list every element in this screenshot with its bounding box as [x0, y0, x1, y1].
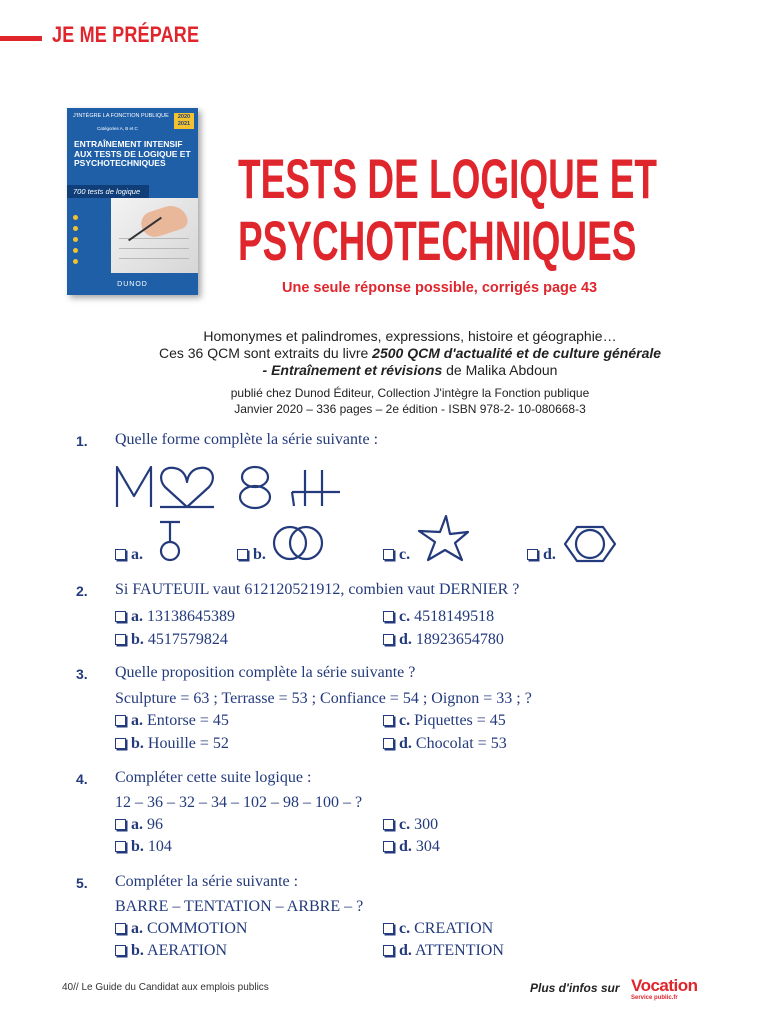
book-reference-subtitle: - Entraînement et révisions: [262, 362, 443, 378]
article-title-line2: PSYCHOTECHNIQUES: [238, 209, 637, 272]
option-a-figure: [150, 518, 190, 564]
checkbox-icon[interactable]: [383, 923, 394, 934]
book-publisher: DUNOD: [67, 275, 198, 295]
question-4-option-a[interactable]: a. 96: [115, 816, 163, 834]
pub-line2: Janvier 2020 – 336 pages – 2e édition - ISBN 978-2- 10-080668-3: [234, 402, 586, 416]
option-c-figure: [414, 512, 472, 564]
question-1-number: 1.: [76, 433, 88, 449]
book-cover-photo: [111, 198, 198, 273]
checkbox-icon[interactable]: [115, 549, 126, 560]
question-1-option-a[interactable]: a.: [115, 546, 143, 564]
question-2-option-d[interactable]: d. 18923654780: [383, 631, 504, 649]
question-4-detail: 12 – 36 – 32 – 34 – 102 – 98 – 100 – ?: [115, 794, 363, 811]
article-title: [238, 147, 657, 272]
book-bullets: [73, 213, 113, 268]
question-3-option-a[interactable]: a. Entorse = 45: [115, 712, 229, 730]
option-d-figure: [563, 524, 617, 564]
question-4-number: 4.: [76, 771, 88, 787]
intro-line1: Homonymes et palindromes, expressions, histoire et géographie…: [203, 328, 617, 344]
question-3-number: 3.: [76, 666, 88, 682]
question-1-option-c[interactable]: c.: [383, 546, 410, 564]
question-5-number: 5.: [76, 875, 88, 891]
checkbox-icon[interactable]: [383, 819, 394, 830]
question-3-option-c[interactable]: c. Piquettes = 45: [383, 712, 506, 730]
question-4-text: Compléter cette suite logique :: [115, 769, 312, 786]
book-reference-title: 2500 QCM d'actualité et de culture générale: [372, 345, 662, 361]
checkbox-icon[interactable]: [527, 549, 538, 560]
question-5-option-c[interactable]: c. CREATION: [383, 920, 493, 938]
page-footer-info: 40// Le Guide du Candidat aux emplois publics: [62, 982, 269, 993]
option-b-figure: [272, 522, 326, 564]
checkbox-icon[interactable]: [383, 738, 394, 749]
question-3-detail: Sculpture = 63 ; Terrasse = 53 ; Confiance = 54 ; Oignon = 33 ; ?: [115, 690, 532, 707]
checkbox-icon[interactable]: [115, 841, 126, 852]
checkbox-icon[interactable]: [383, 634, 394, 645]
question-3-option-b[interactable]: b. Houille = 52: [115, 735, 229, 753]
question-2-option-b[interactable]: b. 4517579824: [115, 631, 228, 649]
intro-line2: Ces 36 QCM sont extraits du livre 2500 QCM d'actualité et de culture générale: [158, 345, 662, 361]
section-label: JE ME PRÉPARE: [52, 22, 200, 47]
article-subtitle: Une seule réponse possible, corrigés page 43: [282, 280, 598, 296]
article-title-line1: TESTS DE LOGIQUE ET: [238, 147, 657, 210]
article-intro: [60, 328, 760, 379]
checkbox-icon[interactable]: [383, 945, 394, 956]
figure-eight-bottom: [240, 486, 270, 508]
question-4-option-c[interactable]: c. 300: [383, 816, 438, 834]
question-1-option-b[interactable]: b.: [237, 546, 266, 564]
checkbox-icon[interactable]: [115, 634, 126, 645]
question-3-option-d[interactable]: d. Chocolat = 53: [383, 735, 507, 753]
figure-m-shape: [117, 467, 151, 507]
checkbox-icon[interactable]: [237, 549, 248, 560]
book-cover-image: [67, 108, 198, 295]
question-5-option-d[interactable]: d. ATTENTION: [383, 942, 504, 960]
figure-heart-shape: [160, 468, 214, 507]
question-4-option-b[interactable]: b. 104: [115, 838, 172, 856]
question-1-text: Quelle forme complète la série suivante :: [115, 431, 379, 448]
book-title: ENTRAÎNEMENT INTENSIF AUX TESTS DE LOGIQUE ET PSYCHOTECHNIQUES: [74, 139, 191, 168]
checkbox-icon[interactable]: [115, 923, 126, 934]
checkbox-icon[interactable]: [383, 841, 394, 852]
checkbox-icon[interactable]: [383, 715, 394, 726]
question-5-option-b[interactable]: b. AERATION: [115, 942, 227, 960]
checkbox-icon[interactable]: [115, 715, 126, 726]
figure-eight-top: [242, 467, 268, 487]
question-1-option-d[interactable]: d.: [527, 546, 556, 564]
intro-line3: - Entraînement et révisions de Malika Abdoun: [262, 362, 558, 378]
vocation-logo[interactable]: Vocation: [631, 976, 698, 995]
book-category: Catégories A, B et C: [97, 126, 138, 131]
header-accent-bar: [0, 36, 42, 41]
question-5-option-a[interactable]: a. COMMOTION: [115, 920, 247, 938]
question-2-option-a[interactable]: a. 13138645389: [115, 608, 235, 626]
checkbox-icon[interactable]: [115, 819, 126, 830]
figure-four-shape: [292, 470, 340, 506]
question-4-option-d[interactable]: d. 304: [383, 838, 440, 856]
question-2-number: 2.: [76, 583, 88, 599]
pub-line1: publié chez Dunod Éditeur, Collection J'intègre la Fonction publique: [230, 386, 590, 400]
question-5-detail: BARRE – TENTATION – ARBRE – ?: [115, 898, 364, 915]
question-3-text: Quelle proposition complète la série suivante ?: [115, 664, 416, 681]
checkbox-icon[interactable]: [383, 611, 394, 622]
more-info-label: Plus d'infos sur: [530, 981, 620, 995]
publication-info: [60, 385, 760, 417]
checkbox-icon[interactable]: [115, 611, 126, 622]
series-figure-sequence: [112, 462, 352, 512]
book-year-badge: 2020 2021: [174, 113, 194, 129]
checkbox-icon[interactable]: [115, 945, 126, 956]
question-2-option-c[interactable]: c. 4518149518: [383, 608, 494, 626]
vocation-logo-subtitle: Service public.fr: [631, 995, 678, 1001]
question-5-text: Compléter la série suivante :: [115, 873, 299, 890]
checkbox-icon[interactable]: [383, 549, 394, 560]
book-subtitle: 700 tests de logique: [67, 185, 149, 198]
book-brand: J'INTÈGRE LA FONCTION PUBLIQUE: [73, 113, 169, 119]
checkbox-icon[interactable]: [115, 738, 126, 749]
question-2-text: Si FAUTEUIL vaut 612120521912, combien vaut DERNIER ?: [115, 581, 520, 598]
